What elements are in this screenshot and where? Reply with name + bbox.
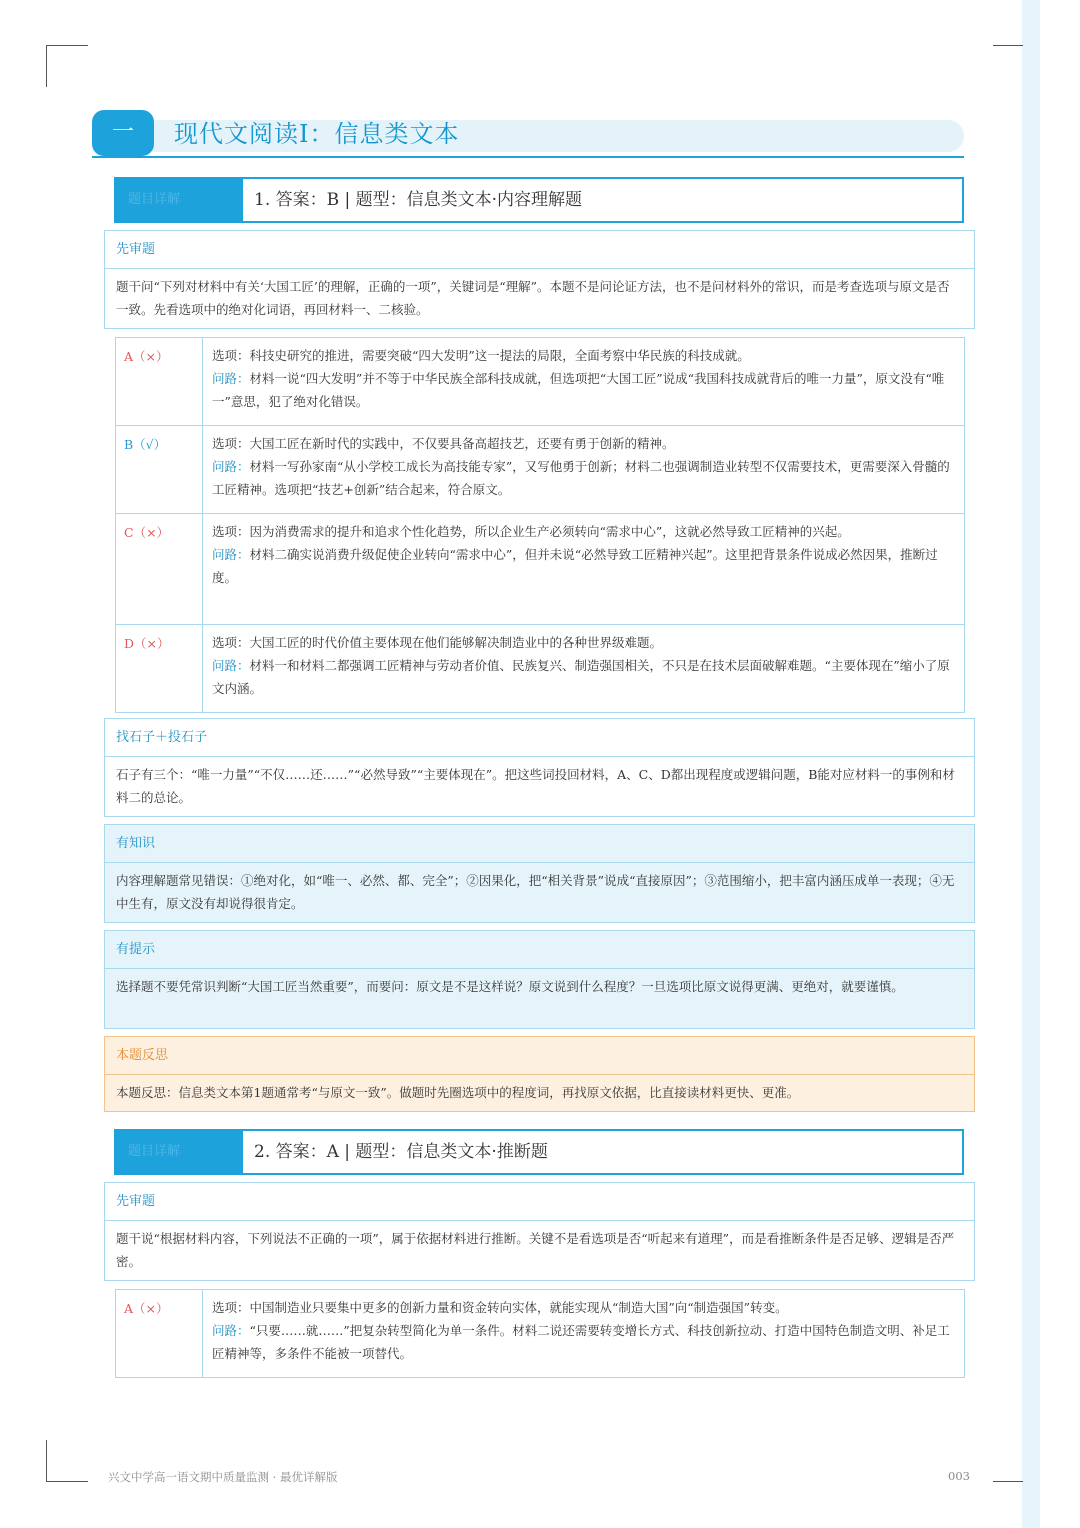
question-1-answer: 1. 答案：B | 题型：信息类文本·内容理解题 — [254, 190, 583, 210]
crop-mark — [46, 1481, 88, 1482]
crop-mark — [993, 1481, 1023, 1482]
crop-mark — [993, 45, 1023, 46]
option-row — [116, 426, 964, 514]
box-title: 有知识 — [105, 825, 974, 863]
option-choice: 选项：大国工匠在新时代的实践中，不仅要具备高超技艺，还要有勇于创新的精神。 — [212, 436, 675, 451]
option-choice: 选项：中国制造业只要集中更多的创新力量和资金转向实体，就能实现从“制造大国”向“制造强国”转变。 — [212, 1300, 788, 1315]
option-label: A（×） — [116, 1290, 203, 1377]
q1-knowledge-box — [104, 824, 975, 923]
q1-options-table — [115, 337, 965, 713]
option-choice: 选项：科技史研究的推进，需要突破“四大发明”这一提法的局限，全面考察中华民族的科技成就。 — [212, 348, 750, 363]
q1-tip-box — [104, 930, 975, 1029]
question-path-label: 问路： — [212, 459, 250, 474]
question-path-text: 材料一说“四大发明”并不等于中华民族全部科技成就，但选项把“大国工匠”说成“我国科技成就背后的唯一力量”，原文没有“唯一”意思，犯了绝对化错误。 — [212, 371, 945, 409]
crop-mark — [46, 45, 88, 46]
question-2-answer: 2. 答案：A | 题型：信息类文本·推断题 — [254, 1142, 548, 1162]
question-path-label: 问路： — [212, 1323, 250, 1338]
q2-review-box — [104, 1182, 975, 1281]
box-title: 找石子＋投石子 — [105, 719, 974, 757]
option-choice: 选项：大国工匠的时代价值主要体现在他们能够解决制造业中的各种世界级难题。 — [212, 635, 663, 650]
question-path-label: 问路： — [212, 547, 250, 562]
question-path-label: 问路： — [212, 371, 250, 386]
box-text: 本题反思：信息类文本第1题通常考“与原文一致”。做题时先圈选项中的程度词，再找原文依据，比直接读材料更快、更准。 — [116, 1085, 800, 1100]
q1-reflection-box — [104, 1036, 975, 1112]
option-label: B（√） — [116, 426, 203, 513]
option-row — [116, 625, 964, 713]
box-title: 先审题 — [105, 1183, 974, 1221]
question-1-header — [114, 177, 964, 223]
question-detail-tag: 题目详解 — [116, 1131, 243, 1173]
question-path-label: 问路： — [212, 658, 250, 673]
question-path-text: 材料一和材料二都强调工匠精神与劳动者价值、民族复兴、制造强国相关，不只是在技术层面破解难题。“主要体现在”缩小了原文内涵。 — [212, 658, 950, 696]
option-row — [116, 514, 964, 625]
q1-stones-box — [104, 718, 975, 817]
box-title: 先审题 — [105, 231, 974, 269]
option-label: D（×） — [116, 625, 203, 712]
q1-review-box — [104, 230, 975, 329]
q2-options-table — [115, 1289, 965, 1378]
question-detail-tag: 题目详解 — [116, 179, 243, 221]
option-label: A（×） — [116, 338, 203, 425]
box-text: 内容理解题常见错误：①绝对化，如“唯一、必然、都、完全”；②因果化，把“相关背景”说成“直接原因”；③范围缩小，把丰富内涵压成单一表现；④无中生有，原文没有却说得很肯定。 — [116, 873, 955, 911]
option-row — [116, 338, 964, 426]
box-text: 选择题不要凭常识判断“大国工匠当然重要”，而要问：原文是不是这样说？原文说到什么程度？一旦选项比原文说得更满、更绝对，就要谨慎。 — [116, 979, 904, 994]
box-text: 题干问“下列对材料中有关‘大国工匠’的理解，正确的一项”，关键词是“理解”。本题不是问论证方法，也不是问材料外的常识，而是考查选项与原文是否一致。先看选项中的绝对化词语，再回材料一、二核验。 — [116, 279, 950, 317]
page-footer: 兴文中学高一语文期中质量监测 · 最优详解版 — [108, 1470, 338, 1484]
page-edge-strip — [1022, 0, 1040, 1528]
question-2-header — [114, 1129, 964, 1175]
box-title: 有提示 — [105, 931, 974, 969]
crop-mark — [46, 45, 47, 87]
section-title: 现代文阅读Ⅰ：信息类文本 — [174, 120, 460, 148]
option-label: C（×） — [116, 514, 203, 624]
section-number: 一 — [92, 110, 154, 156]
question-path-text: 材料一写孙家南“从小学校工成长为高技能专家”，又写他勇于创新；材料二也强调制造业转型不仅需要技术，更需要深入骨髓的工匠精神。选项把“技艺+创新”结合起来，符合原文。 — [212, 459, 950, 497]
section-underline — [92, 156, 964, 158]
page-number: 003 — [948, 1469, 970, 1483]
section-header — [92, 110, 964, 158]
box-title: 本题反思 — [105, 1037, 974, 1075]
box-text: 石子有三个：“唯一力量”“不仅……还……”“必然导致”“主要体现在”。把这些词投回材料，A、C、D都出现程度或逻辑问题，B能对应材料一的事例和材料二的总论。 — [116, 767, 955, 805]
question-path-text: 材料二确实说消费升级促使企业转向“需求中心”，但并未说“必然导致工匠精神兴起”。这里把背景条件说成必然因果，推断过度。 — [212, 547, 938, 585]
option-choice: 选项：因为消费需求的提升和追求个性化趋势，所以企业生产必须转向“需求中心”，这就必然导致工匠精神的兴起。 — [212, 524, 850, 539]
crop-mark — [46, 1440, 47, 1482]
box-text: 题干说“根据材料内容，下列说法不正确的一项”，属于依据材料进行推断。关键不是看选项是否“听起来有道理”，而是看推断条件是否足够、逻辑是否严密。 — [116, 1231, 955, 1269]
option-row — [116, 1290, 964, 1378]
question-path-text: “只要……就……”把复杂转型简化为单一条件。材料二说还需要转变增长方式、科技创新拉动、打造中国特色制造文明、补足工匠精神等，多条件不能被一项替代。 — [212, 1323, 950, 1361]
